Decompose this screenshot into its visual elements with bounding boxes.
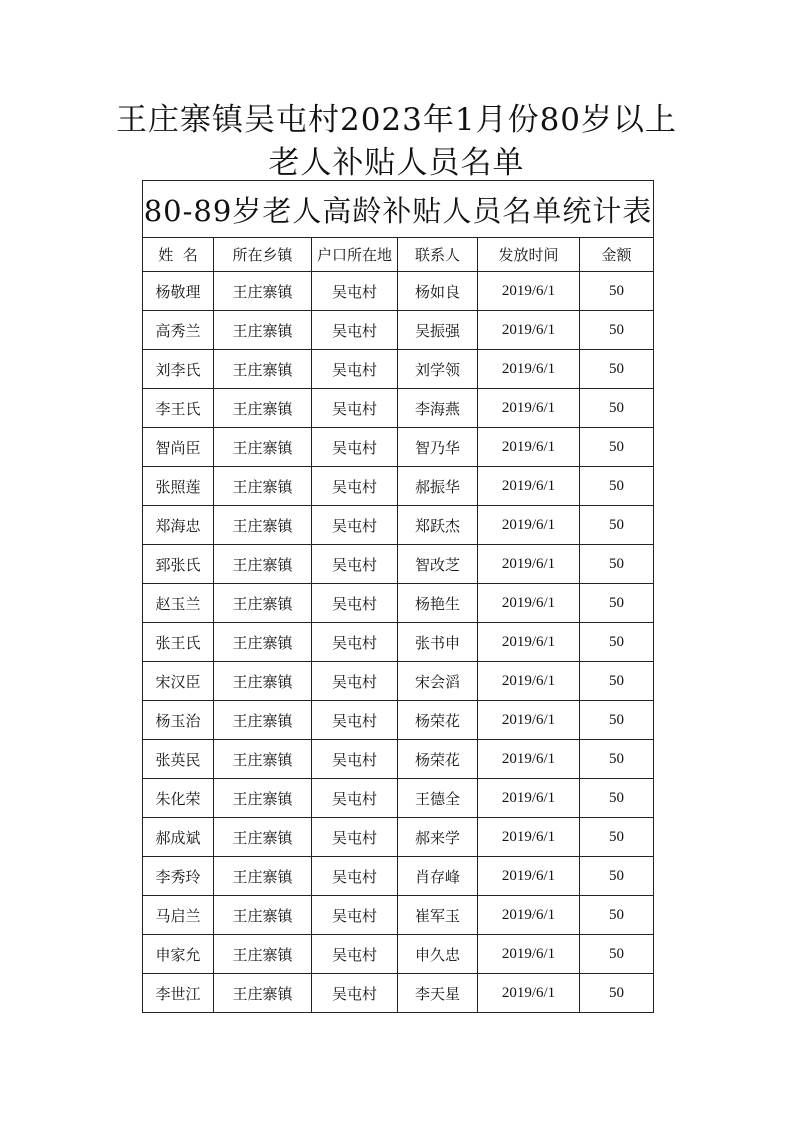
cell-town: 王庄寨镇 <box>214 857 312 896</box>
table-row <box>143 272 654 311</box>
cell-amount: 50 <box>580 818 654 857</box>
cell-name: 郝成斌 <box>143 818 214 857</box>
table-row <box>143 506 654 545</box>
cell-name: 李世江 <box>143 974 214 1013</box>
table-row <box>143 896 654 935</box>
cell-name: 杨玉治 <box>143 701 214 740</box>
cell-residence: 吴屯村 <box>312 857 398 896</box>
cell-town: 王庄寨镇 <box>214 974 312 1013</box>
table-row <box>143 779 654 818</box>
cell-date: 2019/6/1 <box>478 350 580 389</box>
cell-town: 王庄寨镇 <box>214 779 312 818</box>
cell-contact: 智乃华 <box>398 428 478 467</box>
table-row <box>143 389 654 428</box>
cell-town: 王庄寨镇 <box>214 506 312 545</box>
cell-contact: 崔军玉 <box>398 896 478 935</box>
table-row <box>143 428 654 467</box>
cell-contact: 智改芝 <box>398 545 478 584</box>
header-contact: 联系人 <box>398 238 478 272</box>
cell-contact: 杨荣花 <box>398 701 478 740</box>
cell-date: 2019/6/1 <box>478 506 580 545</box>
cell-amount: 50 <box>580 935 654 974</box>
cell-date: 2019/6/1 <box>478 311 580 350</box>
table-row <box>143 467 654 506</box>
cell-name: 李秀玲 <box>143 857 214 896</box>
cell-town: 王庄寨镇 <box>214 272 312 311</box>
cell-residence: 吴屯村 <box>312 779 398 818</box>
cell-town: 王庄寨镇 <box>214 818 312 857</box>
cell-contact: 王德全 <box>398 779 478 818</box>
cell-date: 2019/6/1 <box>478 818 580 857</box>
cell-date: 2019/6/1 <box>478 584 580 623</box>
cell-contact: 杨艳生 <box>398 584 478 623</box>
cell-name: 杨敬理 <box>143 272 214 311</box>
cell-contact: 肖存峰 <box>398 857 478 896</box>
cell-town: 王庄寨镇 <box>214 935 312 974</box>
cell-date: 2019/6/1 <box>478 428 580 467</box>
cell-amount: 50 <box>580 857 654 896</box>
cell-town: 王庄寨镇 <box>214 896 312 935</box>
cell-name: 刘李氏 <box>143 350 214 389</box>
cell-date: 2019/6/1 <box>478 545 580 584</box>
table-row <box>143 818 654 857</box>
table-row <box>143 584 654 623</box>
cell-residence: 吴屯村 <box>312 623 398 662</box>
cell-town: 王庄寨镇 <box>214 740 312 779</box>
cell-name: 智尚臣 <box>143 428 214 467</box>
cell-amount: 50 <box>580 350 654 389</box>
cell-town: 王庄寨镇 <box>214 545 312 584</box>
document-title-line-2: 老人补贴人员名单 <box>268 145 525 181</box>
table-row <box>143 974 654 1013</box>
cell-name: 朱化荣 <box>143 779 214 818</box>
cell-amount: 50 <box>580 779 654 818</box>
table-row <box>143 623 654 662</box>
cell-name: 马启兰 <box>143 896 214 935</box>
cell-name: 宋汉臣 <box>143 662 214 701</box>
cell-date: 2019/6/1 <box>478 389 580 428</box>
cell-contact: 杨荣花 <box>398 740 478 779</box>
cell-name: 张王氏 <box>143 623 214 662</box>
cell-contact: 李海燕 <box>398 389 478 428</box>
cell-residence: 吴屯村 <box>312 935 398 974</box>
cell-contact: 刘学领 <box>398 350 478 389</box>
table-row <box>143 662 654 701</box>
header-name: 姓 名 <box>143 238 214 272</box>
cell-contact: 吴振强 <box>398 311 478 350</box>
cell-town: 王庄寨镇 <box>214 701 312 740</box>
cell-amount: 50 <box>580 506 654 545</box>
cell-amount: 50 <box>580 428 654 467</box>
cell-name: 高秀兰 <box>143 311 214 350</box>
cell-date: 2019/6/1 <box>478 857 580 896</box>
cell-date: 2019/6/1 <box>478 740 580 779</box>
cell-amount: 50 <box>580 896 654 935</box>
cell-residence: 吴屯村 <box>312 428 398 467</box>
cell-town: 王庄寨镇 <box>214 350 312 389</box>
header-amount: 金额 <box>580 238 654 272</box>
cell-name: 张英民 <box>143 740 214 779</box>
table-row <box>143 701 654 740</box>
table-row <box>143 311 654 350</box>
cell-amount: 50 <box>580 974 654 1013</box>
table-row <box>143 545 654 584</box>
cell-contact: 张书申 <box>398 623 478 662</box>
cell-contact: 杨如良 <box>398 272 478 311</box>
cell-residence: 吴屯村 <box>312 545 398 584</box>
cell-residence: 吴屯村 <box>312 740 398 779</box>
cell-date: 2019/6/1 <box>478 935 580 974</box>
cell-date: 2019/6/1 <box>478 623 580 662</box>
document-title-line-1: 王庄寨镇吴屯村2023年1月份80岁以上 <box>115 102 678 138</box>
table-header-row <box>143 238 654 272</box>
cell-name: 郅张氏 <box>143 545 214 584</box>
table-caption: 80-89岁老人高龄补贴人员名单统计表 <box>143 181 654 238</box>
cell-date: 2019/6/1 <box>478 974 580 1013</box>
cell-residence: 吴屯村 <box>312 701 398 740</box>
cell-amount: 50 <box>580 584 654 623</box>
cell-name: 赵玉兰 <box>143 584 214 623</box>
cell-amount: 50 <box>580 545 654 584</box>
cell-date: 2019/6/1 <box>478 662 580 701</box>
table-row <box>143 857 654 896</box>
cell-amount: 50 <box>580 311 654 350</box>
table-row <box>143 935 654 974</box>
cell-residence: 吴屯村 <box>312 272 398 311</box>
cell-date: 2019/6/1 <box>478 896 580 935</box>
cell-date: 2019/6/1 <box>478 467 580 506</box>
cell-date: 2019/6/1 <box>478 701 580 740</box>
cell-contact: 郑跃杰 <box>398 506 478 545</box>
cell-amount: 50 <box>580 389 654 428</box>
cell-residence: 吴屯村 <box>312 506 398 545</box>
cell-residence: 吴屯村 <box>312 662 398 701</box>
cell-name: 申家允 <box>143 935 214 974</box>
cell-date: 2019/6/1 <box>478 272 580 311</box>
cell-amount: 50 <box>580 740 654 779</box>
cell-amount: 50 <box>580 662 654 701</box>
cell-residence: 吴屯村 <box>312 974 398 1013</box>
cell-residence: 吴屯村 <box>312 584 398 623</box>
cell-town: 王庄寨镇 <box>214 623 312 662</box>
cell-residence: 吴屯村 <box>312 350 398 389</box>
cell-town: 王庄寨镇 <box>214 428 312 467</box>
cell-amount: 50 <box>580 701 654 740</box>
cell-amount: 50 <box>580 623 654 662</box>
cell-contact: 李天星 <box>398 974 478 1013</box>
cell-residence: 吴屯村 <box>312 311 398 350</box>
cell-contact: 郝振华 <box>398 467 478 506</box>
cell-town: 王庄寨镇 <box>214 662 312 701</box>
cell-amount: 50 <box>580 467 654 506</box>
cell-name: 李王氏 <box>143 389 214 428</box>
table-body <box>143 272 654 1013</box>
cell-town: 王庄寨镇 <box>214 584 312 623</box>
header-residence: 户口所在地 <box>312 238 398 272</box>
cell-residence: 吴屯村 <box>312 896 398 935</box>
cell-amount: 50 <box>580 272 654 311</box>
table-row <box>143 740 654 779</box>
cell-name: 郑海忠 <box>143 506 214 545</box>
cell-contact: 宋会滔 <box>398 662 478 701</box>
cell-town: 王庄寨镇 <box>214 311 312 350</box>
cell-date: 2019/6/1 <box>478 779 580 818</box>
header-town: 所在乡镇 <box>214 238 312 272</box>
subsidy-list-table <box>142 180 654 1013</box>
cell-residence: 吴屯村 <box>312 389 398 428</box>
cell-town: 王庄寨镇 <box>214 467 312 506</box>
header-date: 发放时间 <box>478 238 580 272</box>
cell-contact: 申久忠 <box>398 935 478 974</box>
cell-name: 张照莲 <box>143 467 214 506</box>
cell-town: 王庄寨镇 <box>214 389 312 428</box>
cell-residence: 吴屯村 <box>312 467 398 506</box>
cell-residence: 吴屯村 <box>312 818 398 857</box>
table-row <box>143 350 654 389</box>
cell-contact: 郝来学 <box>398 818 478 857</box>
